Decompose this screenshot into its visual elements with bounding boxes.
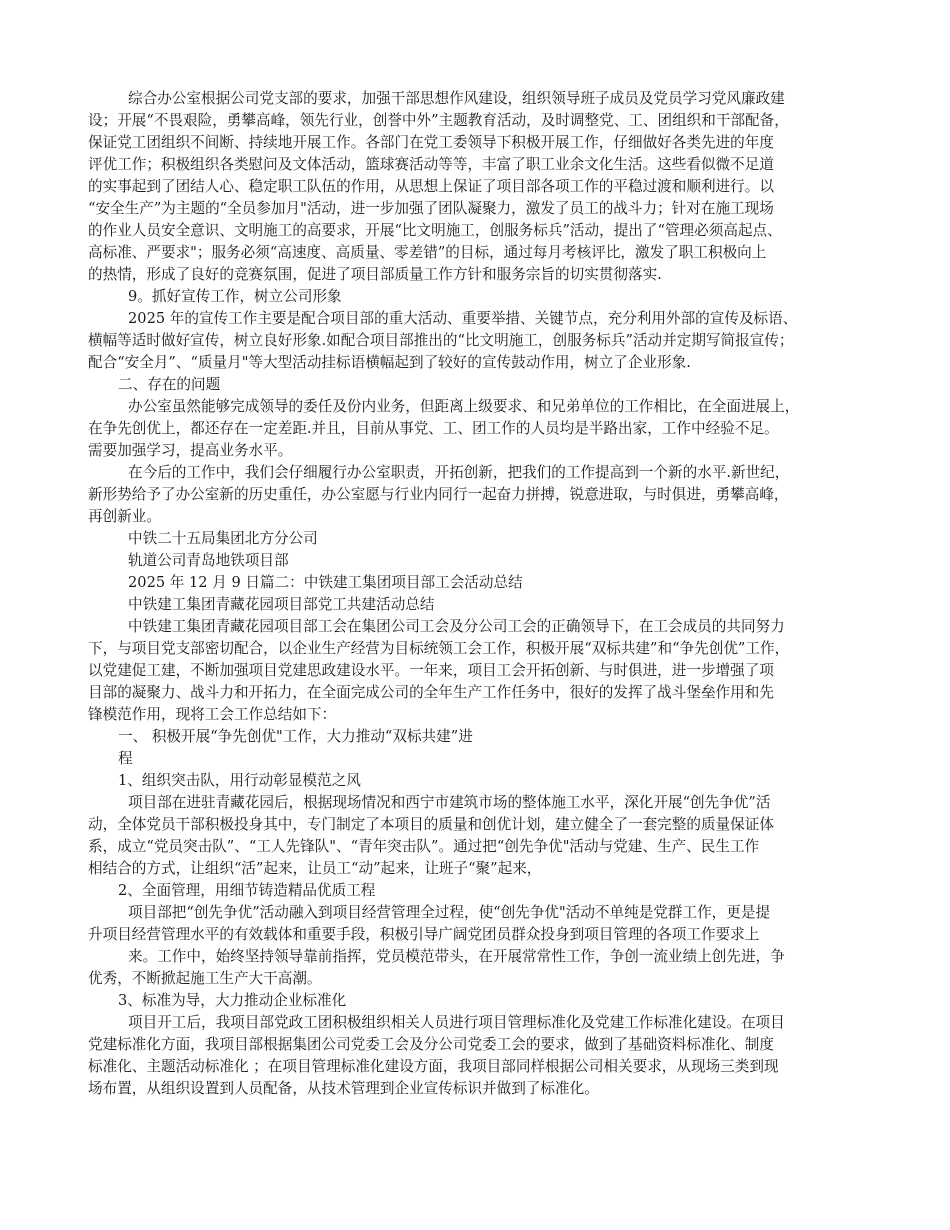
- text-line: 锋模范作用，现将工会工作总结如下：: [88, 706, 337, 723]
- text-line: 9。抓好宣传工作，树立公司形象: [128, 288, 342, 305]
- text-line: 中铁二十五局集团北方分公司: [128, 530, 318, 547]
- text-line: 高标准、严要求"；服务必须“高速度、高质量、零差错”的目标，通过每月考核评比，激发了职工积极向上: [88, 244, 767, 261]
- text-line: 一、 积极开展“争先创优"工作，大力推动“双标共建”进: [118, 728, 473, 745]
- text-line: 综合办公室根据公司党支部的要求，加强干部思想作风建设，组织领导班子成员及党员学习党风廉政建: [128, 90, 785, 107]
- text-line: 在争先创优上，都还存在一定差距.并且，目前从事党、工、团工作的人员均是半路出家，工作中经验不足。: [88, 420, 779, 437]
- text-line: 党建标准化方面，我项目部根据集团公司党委工会及分公司党委工会的要求，做到了基础资料标准化、制度: [88, 1036, 774, 1053]
- text-line: 2、全面管理，用细节铸造精品优质工程: [118, 882, 376, 899]
- text-line: 在今后的工作中，我们会仔细履行办公室职责，开拓创新，把我们的工作提高到一个新的水平.新世纪，: [128, 464, 790, 481]
- text-line: 中铁建工集团青藏花园项目部工会在集团公司工会及分公司工会的正确领导下，在工会成员的共同努力: [128, 618, 785, 635]
- text-line: 标准化、主题活动标准化 ；在项目管理标准化建设方面，我项目部同样根据公司相关要求，从现场三类到现: [88, 1058, 779, 1075]
- text-line: 再创新业。: [88, 508, 161, 525]
- text-line: 二、存在的问题: [118, 376, 221, 393]
- text-line: 保证党工团组织不间断、持续地开展工作。各部门在党工委领导下积极开展工作，仔细做好各类先进的年度: [88, 134, 774, 151]
- text-line: 程: [118, 750, 133, 767]
- text-line: 的实事起到了团结人心、稳定职工队伍的作用，从思想上保证了项目部各项工作的平稳过渡和顺利进行。以: [88, 178, 774, 195]
- text-line: 升项目经营管理水平的有效载体和重要手段，积极引导广阔党团员群众投身到项目管理的各项工作要求上: [88, 926, 760, 943]
- text-line: 3、标准为导，大力推动企业标准化: [118, 992, 347, 1009]
- text-line: 动，全体党员干部积极投身其中，专门制定了本项目的质量和创优计划，建立健全了一套完整的质量保证体: [88, 816, 774, 833]
- text-line: 项目部在进驻青藏花园后，根据现场情况和西宁市建筑市场的整体施工水平，深化开展“创先争优”活: [128, 794, 771, 811]
- text-line: 配合“安全月”、“质量月"等大型活动挂标语横幅起到了较好的宣传鼓动作用，树立了企业形象.: [88, 354, 691, 371]
- text-line: 中铁建工集团青藏花园项目部党工共建活动总结: [128, 596, 435, 613]
- text-line: 2025 年的宣传工作主要是配合项目部的重大活动、重要举措、关键节点，充分利用外部的宣传及标语、: [128, 310, 798, 327]
- text-line: 项目开工后，我项目部党政工团积极组织相关人员进行项目管理标准化及党建工作标准化建设。在项目: [128, 1014, 785, 1031]
- document-body: [88, 88, 858, 1100]
- text-line: 的作业人员安全意识、文明施工的高要求，开展“比文明施工，创服务标兵”活动，提出了“管理必须高起点、: [88, 222, 782, 239]
- text-line: 新形势给予了办公室新的历史重任，办公室愿与行业内同行一起奋力拼搏，锐意进取，与时俱进，勇攀高峰，: [88, 486, 789, 503]
- text-line: 项目部把“创先争优”活动融入到项目经营管理全过程，使“创先争优"活动不单纯是党群工作，更是提: [128, 904, 771, 921]
- text-line: 相结合的方式，让组织“活”起来，让员工“动”起来，让班子“聚”起来，: [88, 860, 542, 877]
- text-line: 场布置，从组织设置到人员配备，从技术管理到企业宣传标识并做到了标准化。: [88, 1080, 599, 1097]
- text-line: 来。工作中，始终坚持领导靠前指挥，党员模范带头，在开展常常性工作，争创一流业绩上创先进，争: [128, 948, 785, 965]
- text-line: “安全生产”为主题的“全员参加月"活动，进一步加强了团队凝聚力，激发了员工的战斗力；针对在施工现场: [88, 200, 774, 217]
- text-line: 以党建促工建，不断加强项目党建思政建设水平。一年来，项目工会开拓创新、与时俱进，进一步增强了项: [88, 662, 774, 679]
- text-line: 设；开展“不畏艰险，勇攀高峰，领先行业，创誉中外”主题教育活动，及时调整党、工、团组织和干部配备，: [88, 112, 789, 129]
- text-line: 系，成立“党员突击队”、“工人先锋队"、“青年突击队”。通过把“创先争优"活动与党建、生产、民生工作: [88, 838, 760, 855]
- text-line: 需要加强学习，提高业务水平。: [88, 442, 293, 459]
- text-line: 1、组织突击队，用行动彰显模范之风: [118, 772, 361, 789]
- text-line: 办公室虽然能够完成领导的委任及份内业务，但距离上级要求、和兄弟单位的工作相比，在全面进展上，: [128, 398, 800, 415]
- text-line: 横幅等适时做好宣传，树立良好形象.如配合项目部推出的“比文明施工，创服务标兵”活动并定期写简报宣传；: [88, 332, 794, 349]
- text-line: 的热情，形成了良好的竞赛氛围，促进了项目部质量工作方针和服务宗旨的切实贯彻落实.: [88, 266, 662, 283]
- text-line: 优秀，不断掀起施工生产大干高潮。: [88, 970, 322, 987]
- text-line: 评优工作；积极组织各类慰问及文体活动，篮球赛活动等等，丰富了职工业余文化生活。这些看似微不足道: [88, 156, 774, 173]
- text-line: 目部的凝聚力、战斗力和开拓力，在全面完成公司的全年生产工作任务中，很好的发挥了战斗堡垒作用和先: [88, 684, 774, 701]
- text-line: 轨道公司青岛地铁项目部: [128, 552, 289, 569]
- text-line: 2025 年 12 月 9 日篇二：中铁建工集团项目部工会活动总结: [128, 574, 523, 591]
- text-line: 下，与项目党支部密切配合，以企业生产经营为目标统领工会工作，积极开展“双标共建”和“争先创优”工作，: [88, 640, 790, 657]
